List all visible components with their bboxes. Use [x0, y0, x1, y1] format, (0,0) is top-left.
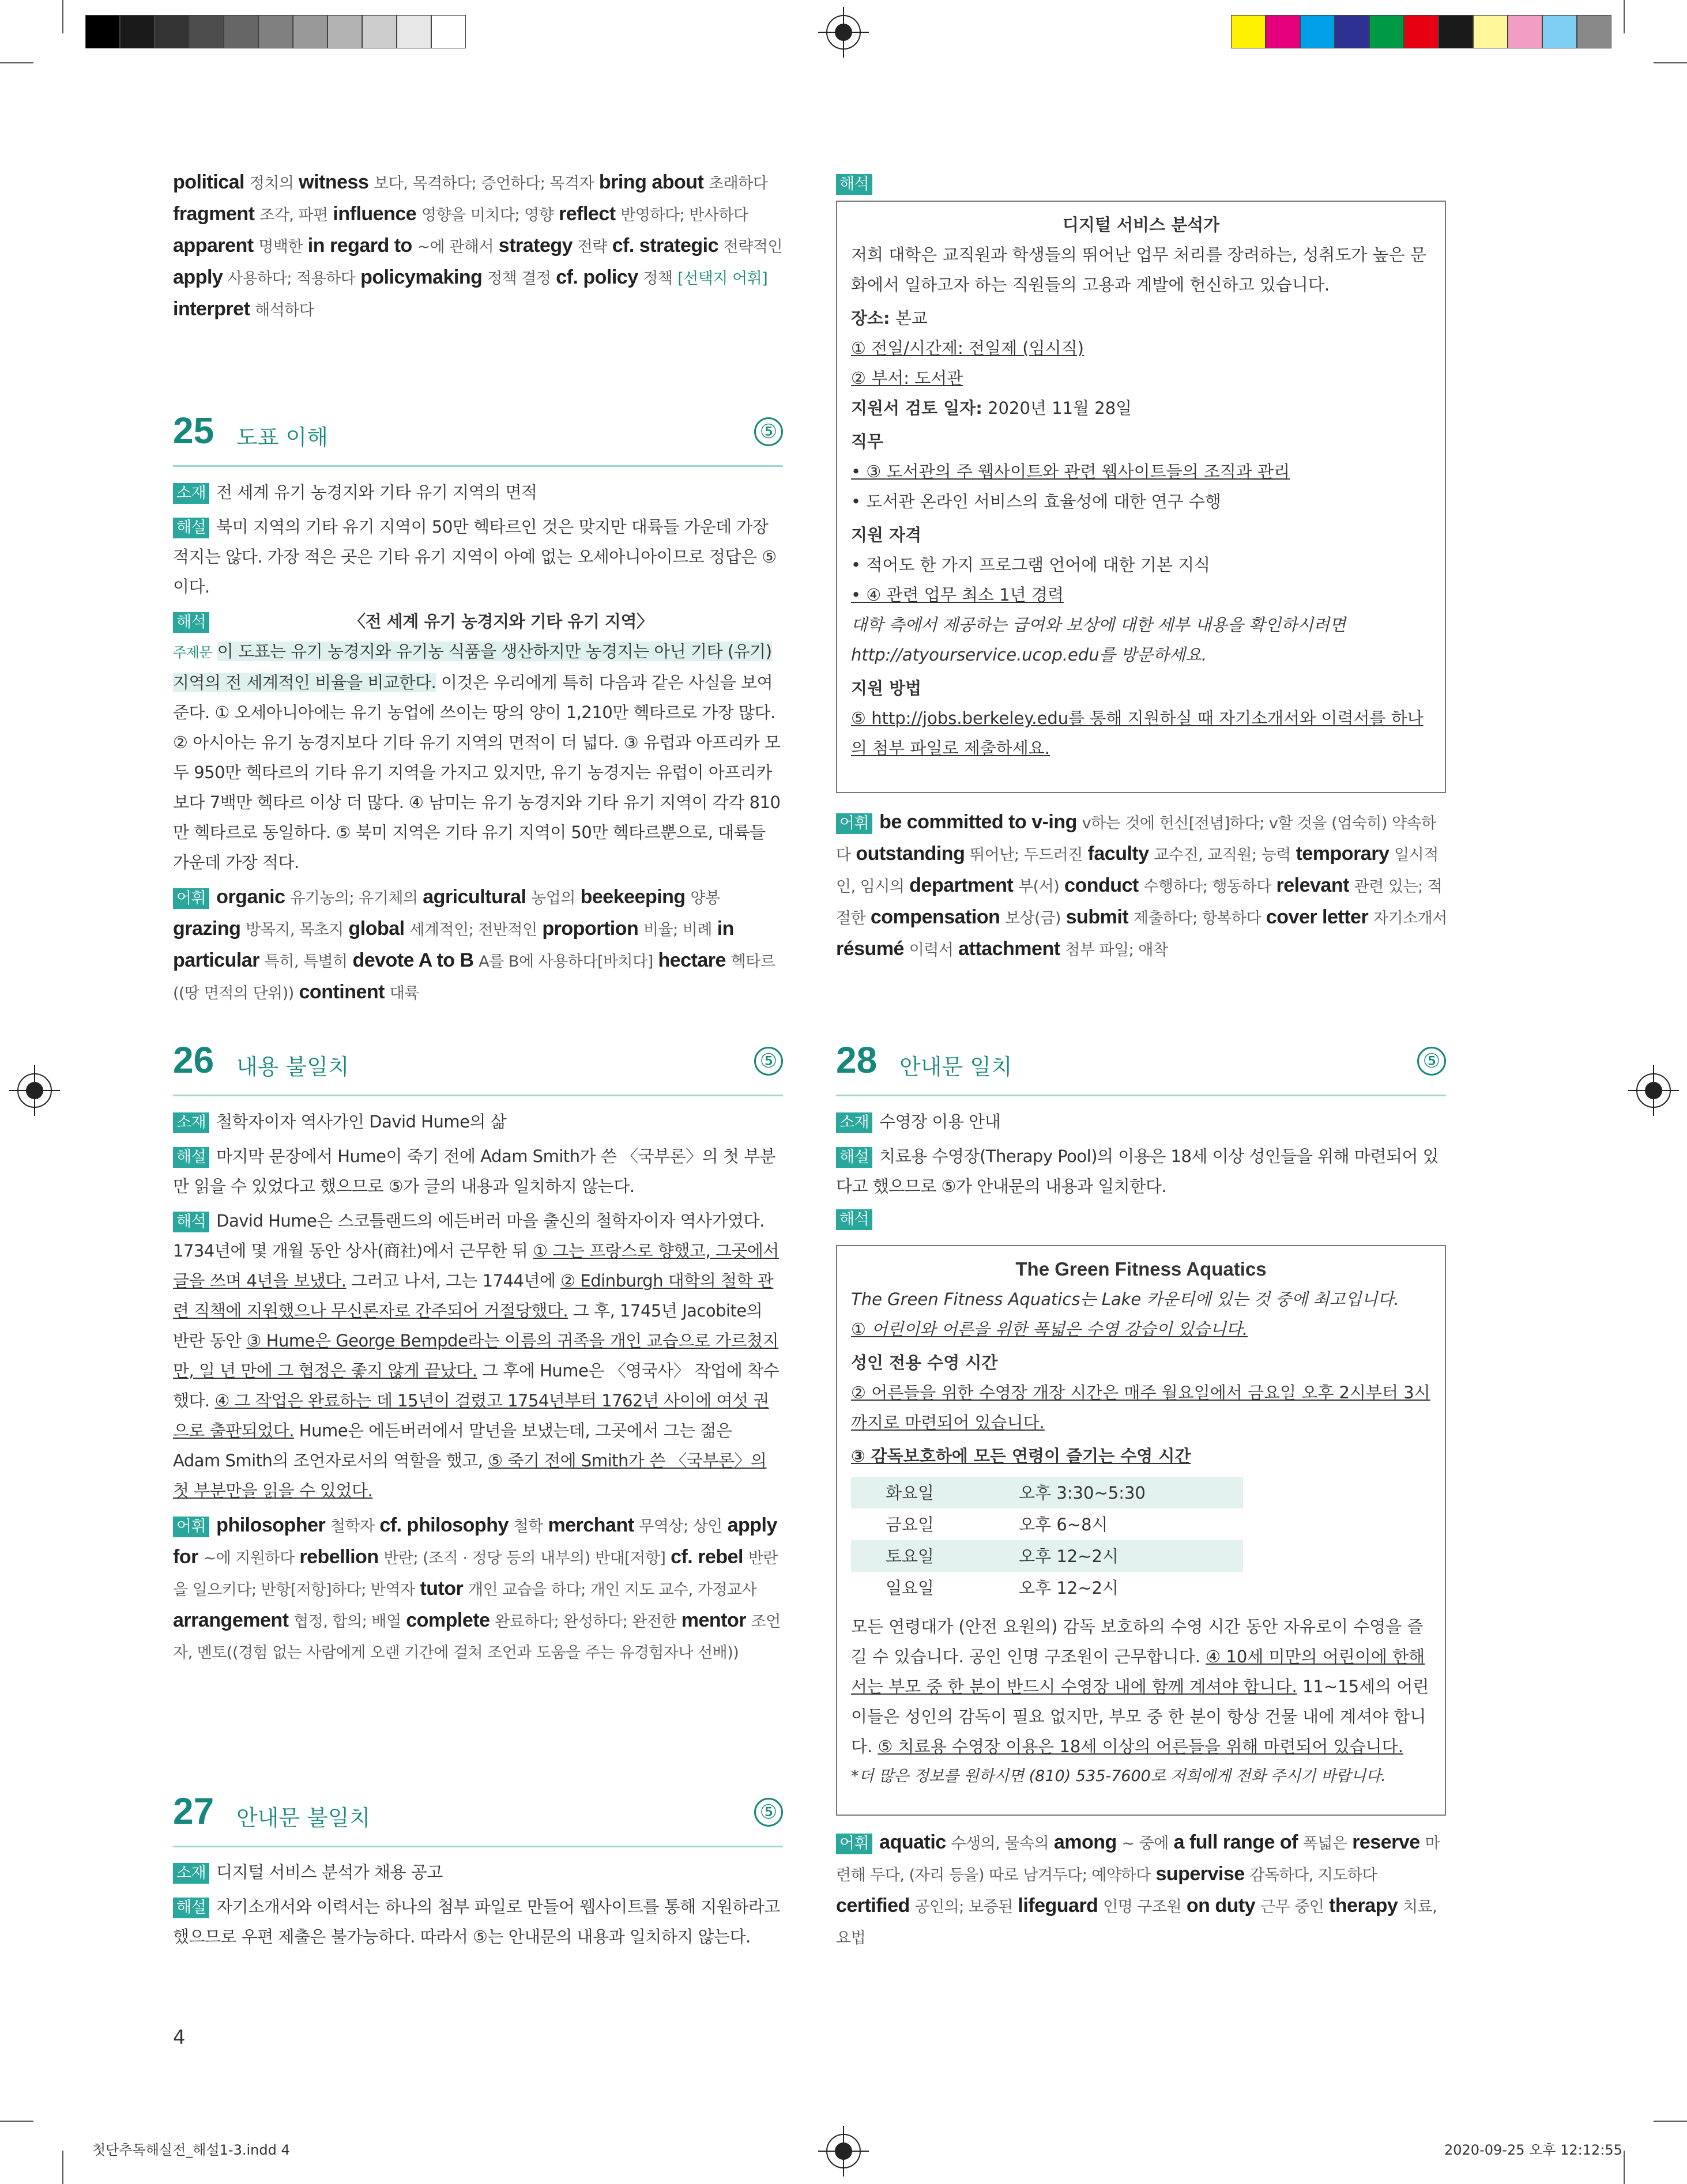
department: ② 부서: 도서관 — [851, 368, 963, 388]
vocab-list — [173, 1510, 783, 1668]
q25-body — [173, 477, 783, 1009]
color-swatch — [431, 15, 466, 48]
vocab-meaning: 방목지, 목초지 — [246, 921, 344, 939]
vocab-meaning: ~에 관해서 — [417, 238, 494, 256]
vocab-word: merchant — [548, 1514, 634, 1536]
vocab-word: attachment — [958, 938, 1060, 960]
vocab-word: devote A to B — [352, 949, 474, 971]
vocab-word: department — [909, 874, 1014, 896]
translation-segment: David Hume은 스코틀랜드의 에든버러 마을 출신의 철학자이자 역사가였다. 1734년에 몇 개월 동안 상사(商社)에서 근무한 뒤 — [173, 1211, 765, 1261]
vocab-meaning: 치료, 요법 — [836, 1898, 1437, 1947]
vocab-word: apply — [173, 266, 223, 288]
vocab-meaning: 특히, 특별히 — [264, 953, 348, 971]
vocab-meaning: 전략적인 — [723, 238, 783, 256]
crop-mark — [1654, 62, 1687, 63]
vocab-meaning: 완료하다; 완성하다; 완전한 — [495, 1613, 676, 1631]
box-intro: 저희 대학은 교직원과 학생들의 뛰어난 업무 처리를 장려하는, 성취도가 높은 문화에서 일하고자 하는 직원들의 고용과 계발에 헌신하고 있습니다. — [851, 245, 1426, 295]
vocab-word: strategy — [498, 235, 573, 257]
vocab-word: relevant — [1276, 874, 1349, 896]
vocab-meaning: 사용하다; 적용하다 — [228, 270, 356, 288]
aquatics-box — [836, 1245, 1446, 1816]
answer-badge: ⑤ — [754, 1798, 783, 1827]
color-swatch — [1300, 15, 1335, 48]
vocab-word: faculty — [1087, 843, 1149, 865]
translation-tag: 해석 — [836, 1209, 872, 1230]
q27-vocab — [836, 807, 1447, 965]
vocab-meaning: 교수진, 교직원; 능력 — [1154, 846, 1291, 864]
color-swatch — [327, 15, 362, 48]
vocab-meaning: 철학자 — [330, 1518, 375, 1536]
adult-heading: 성인 전용 수영 시간 — [851, 1353, 998, 1372]
vocab-word: apparent — [173, 235, 254, 257]
section-header-28 — [836, 1033, 1446, 1096]
vocab-meaning: A를 B에 사용하다[바치다] — [479, 953, 653, 971]
footnote: *더 많은 정보를 원하시면 (810) 535-7600로 저희에게 전화 주시기 바랍니다. — [851, 1767, 1386, 1785]
vocab-meaning: 정책 — [643, 270, 673, 288]
vocab-meaning: ~에 지원하다 — [203, 1549, 295, 1567]
vocab-meaning: 정치의 — [249, 175, 294, 193]
topic-tag: 소재 — [836, 1112, 872, 1133]
vocab-word: a full range of — [1173, 1831, 1298, 1853]
job-posting-box — [836, 201, 1446, 793]
vocab-meaning: 수행하다; 행동하다 — [1143, 878, 1271, 896]
question-number: 28 — [836, 1039, 878, 1081]
section-title: 안내문 불일치 — [236, 1805, 371, 1831]
vocab-meaning: v하는 것에 헌신[전념]하다; v할 것을 (엄숙히) 약속하다 — [836, 814, 1436, 864]
schedule-row — [851, 1540, 1243, 1572]
body-text-underlined: ⑤ 치료용 수영장 이용은 18세 이상의 어른들을 위해 마련되어 있습니다. — [878, 1737, 1403, 1756]
vocab-meaning: 양봉 — [690, 889, 720, 907]
vocab-word: compensation — [870, 906, 1000, 928]
timestamp: 2020-09-25 오후 12:12:55 — [1444, 2142, 1622, 2158]
box-intro-lessons: ① 어린이와 어른을 위한 폭넓은 수영 강습이 있습니다. — [851, 1319, 1248, 1339]
vocab-24 — [173, 167, 783, 326]
schedule-row — [851, 1572, 1243, 1604]
translation-text — [173, 1206, 783, 1506]
date-value: 2020년 11월 28일 — [982, 398, 1132, 418]
vocab-meaning: 조각, 파편 — [259, 206, 328, 224]
vocab-word: certified — [836, 1895, 910, 1917]
vocab-meaning: 전략 — [577, 238, 607, 256]
vocab-meaning: 영향을 미치다; 영향 — [421, 206, 554, 224]
place-label: 장소: — [851, 308, 890, 328]
vocab-word: apply for — [173, 1514, 777, 1568]
translation-tag: 해석 — [173, 612, 209, 633]
section-header-27 — [173, 1784, 783, 1847]
translation-segment: ③ Hume은 George Bempde라는 이름의 귀족을 개인 교습으로 가르쳤지만, 일 년 만에 그 협정은 좋지 않게 끝났다. — [173, 1331, 779, 1380]
topic-text: 철학자이자 역사가인 David Hume의 삶 — [216, 1112, 507, 1131]
vocab-word: aquatic — [879, 1831, 946, 1853]
topic-sentence-label: 주제문 — [173, 644, 213, 661]
explanation-tag: 해설 — [173, 518, 209, 538]
color-swatch — [85, 15, 120, 48]
color-swatch — [1542, 15, 1577, 48]
explanation-tag: 해설 — [173, 1898, 209, 1918]
color-swatch — [120, 15, 155, 48]
schedule-row — [851, 1477, 1243, 1508]
vocab-meaning: 유기농의; 유기체의 — [290, 889, 418, 907]
crop-mark — [1654, 2121, 1687, 2122]
vocab-word: conduct — [1064, 874, 1139, 896]
translation-tag: 해석 — [836, 174, 872, 195]
vocab-meaning: 초래하다 — [709, 175, 768, 193]
vocab-meaning: 반란; (조직 · 정당 등의 내부의) 반대[저항] — [383, 1549, 666, 1567]
schedule-time: 오후 3:30~5:30 — [1019, 1483, 1146, 1503]
translation-segment: ② Edinburgh 대학의 철학 관련 직책에 지원했으나 무신론자로 간주되어 거절당했다. — [173, 1271, 774, 1321]
vocab-word: therapy — [1329, 1895, 1398, 1917]
vocab-word: cf. rebel — [671, 1546, 743, 1568]
color-swatch — [362, 15, 397, 48]
topic-text: 수영장 이용 안내 — [879, 1112, 1001, 1131]
color-swatch — [224, 15, 258, 48]
body-text-underlined: ④ 10세 미만의 어린이에 한해서는 부모 중 한 분이 반드시 수영장 내에 함께 계셔야 합니다. — [851, 1647, 1425, 1696]
vocab-word: submit — [1065, 906, 1129, 928]
crop-mark — [62, 2151, 63, 2184]
vocab-meaning: 개인 교습을 하다; 개인 지도 교수, 가정교사 — [468, 1581, 757, 1599]
crop-mark — [0, 62, 33, 63]
color-swatch — [258, 15, 293, 48]
vocab-word: reflect — [559, 203, 616, 225]
vocab-meaning: 감독하다, 지도하다 — [1249, 1866, 1377, 1884]
translation-text: 이것은 우리에게 특히 다음과 같은 사실을 보여준다. ① 오세아니아에는 유기 농업에 쓰이는 땅의 양이 1,210만 헥타르로 가장 많다. ② 아시아는 유기 농경지보다 기타 유기 지역의 면적이 더 넓다. ③ 유럽과 아프리카 모두 950만 헥타르의 기타 유기 지역을 가지고 있지만, 유기 농경지는 유럽이 아프리카보다 7백만 헥타르 이상 더 많다. ④ 남미는 유기 농경지와 기타 유기 지역이 각각 810만 헥타르로 동일하다. ⑤ 북미 지역은 기타 유기 지역이 50만 헥타르뿐으로, 대륙들 가운데 가장 적다. — [173, 673, 781, 872]
vocab-meaning: 폭넓은 — [1302, 1835, 1347, 1853]
crop-mark — [62, 0, 63, 33]
highlighted-sentence: 이 도표는 유기 농경지와 유기농 식품을 생산하지만 농경지는 아닌 기타 (유기) 지역의 전 세계적인 비율을 비교한다. — [173, 642, 772, 692]
schedule-time: 오후 6~8시 — [1019, 1514, 1108, 1534]
place-value: 본교 — [890, 308, 928, 328]
schedule-row — [851, 1508, 1243, 1540]
crop-mark — [1624, 0, 1625, 33]
explanation-text: 마지막 문장에서 Hume이 죽기 전에 Adam Smith가 쓴 〈국부론〉의 첫 부분만 읽을 수 있었다고 했으므로 ⑤가 글의 내용과 일치하지 않는다. — [173, 1146, 776, 1196]
crop-mark — [1624, 2151, 1625, 2184]
vocab-word: temporary — [1296, 843, 1389, 865]
translation-segment: Hume은 에든버러에서 말년을 보냈는데, 그곳에서 그는 젊은 Adam Smith의 조언자로서의 역할을 했고, — [173, 1421, 732, 1470]
registration-mark-icon — [826, 2134, 861, 2168]
vocab-list — [836, 1827, 1447, 1953]
color-swatch — [189, 15, 224, 48]
question-number: 27 — [173, 1790, 214, 1832]
vocab-word: in particular — [173, 918, 734, 971]
vocab-meaning: ~ 중에 — [1121, 1835, 1169, 1853]
registration-mark-icon — [17, 1073, 52, 1108]
body-text: 11~15세의 어린이들은 성인의 감독이 필요 없지만, 부모 중 한 분이 항상 건물 내에 계셔야 합니다. — [851, 1677, 1429, 1756]
vocab-meaning: 자기소개서 — [1373, 910, 1447, 927]
section-header-26 — [173, 1033, 783, 1096]
vocab-meaning: 명백한 — [258, 238, 303, 256]
vocab-word: philosopher — [216, 1514, 326, 1536]
vocab-list — [836, 807, 1447, 965]
vocab-meaning: 철학 — [513, 1518, 543, 1536]
qualifications-heading: 지원 자격 — [851, 525, 922, 545]
vocab-list — [173, 167, 783, 326]
translation-segment: ⑤ 죽기 전에 Smith가 쓴 〈국부론〉의 첫 부분만을 읽을 수 있었다. — [173, 1451, 767, 1500]
color-swatch — [397, 15, 431, 48]
vocab-meaning: 대륙 — [389, 985, 419, 1002]
vocab-meaning: 반란을 일으키다; 반항[저항]하다; 반역자 — [173, 1549, 778, 1599]
gray-color-bar — [85, 15, 466, 48]
vocab-meaning: 이력서 — [909, 941, 954, 959]
vocab-tag: 어휘 — [836, 813, 872, 834]
vocab-tag: 어휘 — [836, 1834, 872, 1854]
vocab-word: arrangement — [173, 1609, 289, 1631]
vocab-word: [선택지 어휘] — [677, 270, 768, 288]
vocab-word: global — [348, 918, 405, 940]
vocab-word: hectare — [658, 949, 726, 971]
color-swatch — [155, 15, 189, 48]
vocab-word: political — [173, 171, 244, 193]
vocab-word: outstanding — [856, 843, 965, 865]
section-title: 안내문 일치 — [899, 1054, 1012, 1080]
topic-tag: 소재 — [173, 483, 209, 504]
answer-badge: ⑤ — [754, 417, 783, 446]
q28-vocab — [836, 1827, 1447, 1953]
schedule-day: 화요일 — [886, 1483, 935, 1503]
vocab-meaning: 정책 결정 — [487, 270, 551, 288]
topic-tag: 소재 — [173, 1863, 209, 1884]
vocab-meaning: 무역상; 상인 — [639, 1518, 722, 1536]
vocab-word: tutor — [420, 1578, 464, 1600]
vocab-word: reserve — [1352, 1831, 1420, 1853]
answer-badge: ⑤ — [1417, 1047, 1446, 1076]
answer-badge: ⑤ — [754, 1047, 783, 1076]
vocab-meaning: 헥타르((땅 면적의 단위)) — [173, 953, 775, 1002]
vocab-word: rebellion — [299, 1546, 379, 1568]
vocab-word: cf. strategic — [612, 235, 719, 257]
translation-title: 〈전 세계 유기 농경지와 기타 유기 지역〉 — [349, 612, 653, 631]
vocab-meaning: 제출하다; 항복하다 — [1133, 910, 1262, 927]
q28-body — [836, 1107, 1447, 1234]
schedule-day: 일요일 — [886, 1578, 935, 1598]
translation-segment: ④ 그 작업은 완료하는 데 15년이 걸렸고 1754년부터 1762년 사이에 여섯 권으로 출판되었다. — [173, 1391, 769, 1440]
color-swatch — [1335, 15, 1369, 48]
vocab-word: cf. policy — [556, 266, 638, 288]
vocab-word: résumé — [836, 938, 904, 960]
vocab-meaning: 공인의; 보증된 — [914, 1898, 1013, 1916]
color-swatch — [1508, 15, 1542, 48]
color-swatch — [1577, 15, 1611, 48]
color-swatch — [1231, 15, 1266, 48]
translation-tag: 해석 — [173, 1212, 209, 1232]
schedule-time: 오후 12~2시 — [1019, 1546, 1119, 1566]
vocab-meaning: 조언자, 멘토((경험 없는 사람에게 오랜 기간에 걸쳐 조언과 도움을 주는 유경험자나 선배)) — [173, 1613, 781, 1662]
vocab-word: organic — [216, 886, 285, 908]
vocab-meaning: 농업의 — [531, 889, 575, 907]
vocab-word: cf. philosophy — [379, 1514, 509, 1536]
process-color-bar — [1231, 15, 1611, 48]
section-title: 내용 불일치 — [236, 1054, 349, 1080]
vocab-list — [173, 882, 783, 1009]
translation-segment: ① 그는 프랑스로 향했고, 그곳에서 글을 쓰며 4년을 보냈다. — [173, 1241, 779, 1291]
explanation-text: 북미 지역의 기타 유기 지역이 50만 헥타르인 것은 맞지만 대륙들 가운데 가장 적지는 않다. 가장 적은 곳은 기타 유기 지역이 아예 없는 오세아니아이므로 정답은 ⑤이다. — [173, 517, 777, 597]
box-title: The Green Fitness Aquatics — [1015, 1258, 1267, 1280]
qualification-item: • ④ 관련 업무 최소 1년 경력 — [851, 585, 1064, 605]
vocab-meaning: 비율; 비례 — [643, 921, 712, 939]
q26-body — [173, 1107, 783, 1668]
vocab-meaning: 보다, 목격하다; 증언하다; 목격자 — [374, 175, 594, 193]
vocab-meaning: 해석하다 — [255, 301, 314, 319]
explanation-text: 자기소개서와 이력서는 하나의 첨부 파일로 만들어 웹사이트를 통해 지원하라고 했으므로 우편 제출은 불가능하다. 따라서 ⑤는 안내문의 내용과 일치하지 않는다. — [173, 1897, 780, 1947]
question-number: 25 — [173, 410, 214, 451]
color-swatch — [1266, 15, 1300, 48]
section-title: 도표 이해 — [236, 425, 328, 450]
explanation-tag: 해설 — [173, 1147, 209, 1168]
method-text: ⑤ http://jobs.berkeley.edu를 통해 지원하실 때 자기소개서와 이력서를 하나의 첨부 파일로 제출하세요. — [851, 708, 1424, 758]
vocab-word: among — [1053, 1831, 1117, 1853]
vocab-word: fragment — [173, 203, 255, 225]
vocab-meaning: 부(서) — [1018, 878, 1060, 896]
translation-segment: 그 후, 1745년 Jacobite의 반란 동안 — [173, 1301, 763, 1351]
vocab-word: on duty — [1186, 1895, 1256, 1917]
vocab-meaning: 인명 구조원 — [1103, 1898, 1182, 1916]
vocab-meaning: 첨부 파일; 애착 — [1065, 941, 1168, 959]
vocab-meaning: 뛰어난; 두드러진 — [970, 846, 1083, 864]
section-header-25 — [173, 403, 783, 467]
explanation-tag: 해설 — [836, 1147, 872, 1168]
translation-segment: 그러고 나서, 그는 1744년에 — [346, 1271, 561, 1291]
vocab-word: interpret — [173, 298, 250, 320]
vocab-word: influence — [333, 203, 417, 225]
registration-mark-icon — [1636, 1073, 1671, 1108]
vocab-word: witness — [299, 171, 369, 193]
schedule-time: 오후 12~2시 — [1019, 1578, 1119, 1598]
vocab-word: proportion — [542, 918, 639, 940]
q27-translation-tag — [836, 168, 1447, 198]
vocab-word: supervise — [1155, 1863, 1245, 1885]
vocab-tag: 어휘 — [173, 1517, 209, 1537]
vocab-meaning: 세계적인; 전반적인 — [409, 921, 537, 939]
vocab-meaning: 근무 중인 — [1260, 1898, 1324, 1916]
schedule-table — [851, 1477, 1243, 1604]
adult-text: ② 어른들을 위한 수영장 개장 시간은 매주 월요일에서 금요일 오후 2시부터 3시까지로 마련되어 있습니다. — [851, 1383, 1430, 1432]
vocab-meaning: 관련 있는; 적절한 — [836, 878, 1443, 927]
vocab-word: complete — [406, 1609, 490, 1631]
topic-text: 전 세계 유기 농경지와 기타 유기 지역의 면적 — [216, 482, 537, 502]
date-label: 지원서 검토 일자: — [851, 398, 982, 418]
box-title: 디지털 서비스 분석가 — [1062, 215, 1220, 235]
vocab-word: in regard to — [307, 235, 412, 257]
color-swatch — [1439, 15, 1473, 48]
vocab-meaning: 협정, 합의; 배열 — [293, 1613, 401, 1631]
color-swatch — [1369, 15, 1404, 48]
vocab-word: lifeguard — [1018, 1895, 1098, 1917]
color-swatch — [293, 15, 327, 48]
page-number: 4 — [173, 2026, 186, 2049]
vocab-word: grazing — [173, 918, 241, 940]
explanation-text: 치료용 수영장(Therapy Pool)의 이용은 18세 이상 성인들을 위해 마련되어 있다고 했으므로 ⑤가 안내문의 내용과 일치한다. — [836, 1146, 1439, 1196]
qualification-item: • 적어도 한 가지 프로그램 언어에 대한 기본 지식 — [851, 555, 1211, 575]
all-ages-heading: ③ 감독보호하에 모든 연령이 즐기는 수영 시간 — [851, 1446, 1191, 1466]
vocab-meaning: 수생의, 물속의 — [951, 1835, 1049, 1853]
topic-text: 디지털 서비스 분석가 채용 공고 — [216, 1862, 443, 1882]
vocab-meaning: 일시적인, 임시의 — [836, 846, 1439, 896]
duty-item: • ③ 도서관의 주 웹사이트와 관련 웹사이트들의 조직과 관리 — [851, 462, 1290, 481]
registration-mark-icon — [826, 15, 861, 50]
vocab-word: mentor — [681, 1609, 746, 1631]
vocab-word: cover letter — [1266, 906, 1369, 928]
vocab-word: continent — [299, 981, 385, 1003]
vocab-word: agricultural — [423, 886, 526, 908]
method-heading: 지원 방법 — [851, 678, 922, 698]
employment-type: ① 전일/시간제: 전일제 (임시직) — [851, 338, 1084, 358]
schedule-day: 토요일 — [886, 1546, 935, 1566]
file-label: 첫단추독해실전_해설1-3.indd 4 — [92, 2142, 290, 2158]
vocab-meaning: 보상(금) — [1005, 910, 1061, 927]
vocab-word: be committed to v-ing — [879, 811, 1077, 833]
body-text: 모든 연령대가 (안전 요원의) 감독 보호하의 수영 시간 동안 자유로이 수영을 즐길 수 있습니다. 공인 인명 구조원이 근무합니다. — [851, 1617, 1424, 1666]
vocab-meaning: 반영하다; 반사하다 — [620, 206, 748, 224]
topic-tag: 소재 — [173, 1112, 209, 1133]
vocab-word: beekeeping — [580, 886, 686, 908]
color-swatch — [1473, 15, 1508, 48]
vocab-tag: 어휘 — [173, 888, 209, 909]
vocab-word: bring about — [598, 171, 704, 193]
vocab-word: policymaking — [360, 266, 483, 288]
duties-heading: 직무 — [851, 432, 884, 451]
color-swatch — [1404, 15, 1439, 48]
duty-item: • 도서관 온라인 서비스의 효율성에 대한 연구 수행 — [851, 492, 1221, 511]
schedule-day: 금요일 — [886, 1514, 935, 1534]
question-number: 26 — [173, 1039, 214, 1081]
box-intro: The Green Fitness Aquatics는 Lake 카운티에 있는 것 중에 최고입니다. — [851, 1289, 1399, 1309]
q27-body — [173, 1857, 783, 1952]
compensation-note: 대학 측에서 제공하는 급여와 보상에 대한 세부 내용을 확인하시려면 http://atyourservice.ucop.edu를 방문하세요. — [851, 615, 1346, 665]
crop-mark — [0, 2121, 33, 2122]
vocab-meaning: 마련해 두다, (자리 등을) 따로 남겨두다; 예약하다 — [836, 1835, 1440, 1884]
translation-segment: 그 후에 Hume은 〈영국사〉 작업에 착수했다. — [173, 1361, 780, 1410]
